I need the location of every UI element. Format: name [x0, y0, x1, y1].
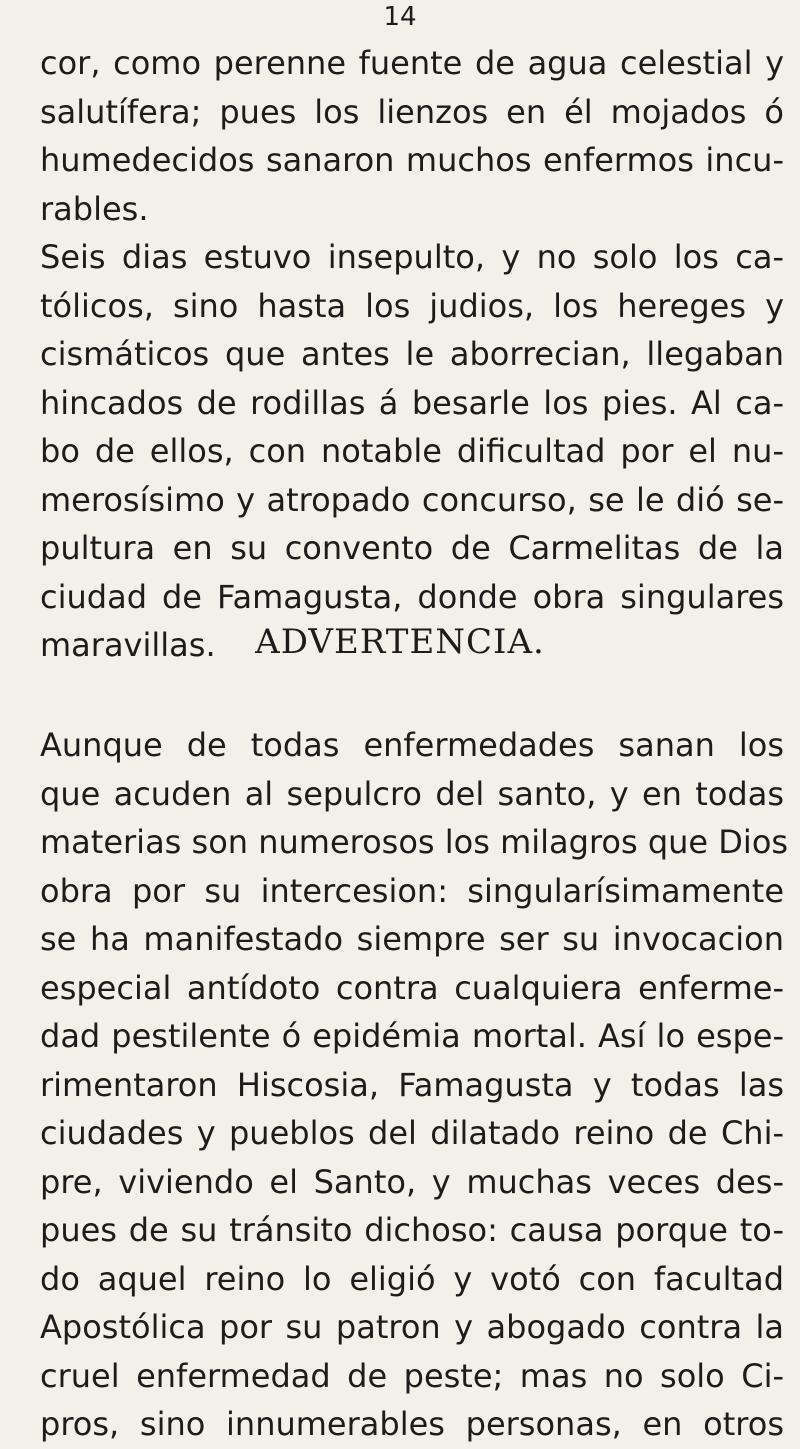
text-line: cor, como perenne fuente de agua celestial y — [40, 44, 784, 82]
text-line: salutífera; pues los lienzos en él mojados ó — [40, 92, 784, 131]
text-line: rables. — [40, 189, 149, 228]
text-line: cismáticos que antes le aborrecian, llegaban — [40, 335, 784, 373]
paragraph-1 — [40, 39, 784, 670]
text-line: dad pestilente ó epidémia mortal. Así lo espe- — [40, 1017, 784, 1055]
page-number: 14 — [383, 2, 417, 32]
text-line: humedecidos sanaron muchos enfermos incu- — [40, 141, 784, 179]
text-line: Seis dias estuvo insepulto, y no solo los ca- — [40, 238, 784, 276]
text-line: do aquel reino lo eligió y votó con facultad — [40, 1259, 784, 1298]
text-line: obra por su intercesion: singularísimamente — [40, 871, 784, 910]
section-heading: ADVERTENCIA. — [255, 622, 545, 662]
text-line: pros, sino innumerables personas, en otros — [40, 1405, 784, 1443]
text-line: pues de su tránsito dichoso: causa porque to- — [40, 1211, 784, 1249]
text-line: rimentaron Hiscosia, Famagusta y todas las — [40, 1065, 784, 1104]
text-line: tólicos, sino hasta los judios, los hereges y — [40, 286, 784, 325]
text-line: que acuden al sepulcro del santo, y en todas — [40, 774, 784, 813]
text-line: hincados de rodillas á besarle los pies. Al ca- — [40, 383, 784, 422]
paragraph-2 — [40, 721, 789, 1449]
text-line: se ha manifestado siempre ser su invocacion — [40, 920, 784, 958]
text-line: Aunque de todas enfermedades sanan los — [40, 726, 784, 764]
text-line: bo de ellos, con notable dificultad por el nu- — [40, 432, 784, 470]
text-line: merosísimo y atropado concurso, se le dió se- — [40, 480, 784, 519]
text-line: maravillas. — [40, 626, 216, 664]
text-line: ciudades y pueblos del dilatado reino de Chi- — [40, 1114, 784, 1152]
text-line: cruel enfermedad de peste; mas no solo Ci- — [40, 1356, 784, 1395]
text-line: materias son numerosos los milagros que Dios — [40, 823, 789, 861]
text-line: pre, viviendo el Santo, y muchas veces des- — [40, 1162, 784, 1201]
text-line: ciudad de Famagusta, donde obra singulares — [40, 577, 784, 616]
text-line: especial antídoto contra cualquiera enferme- — [40, 968, 784, 1007]
text-line: Apostólica por su patron y abogado contra la — [40, 1308, 784, 1346]
text-line: pultura en su convento de Carmelitas de la — [40, 529, 784, 567]
